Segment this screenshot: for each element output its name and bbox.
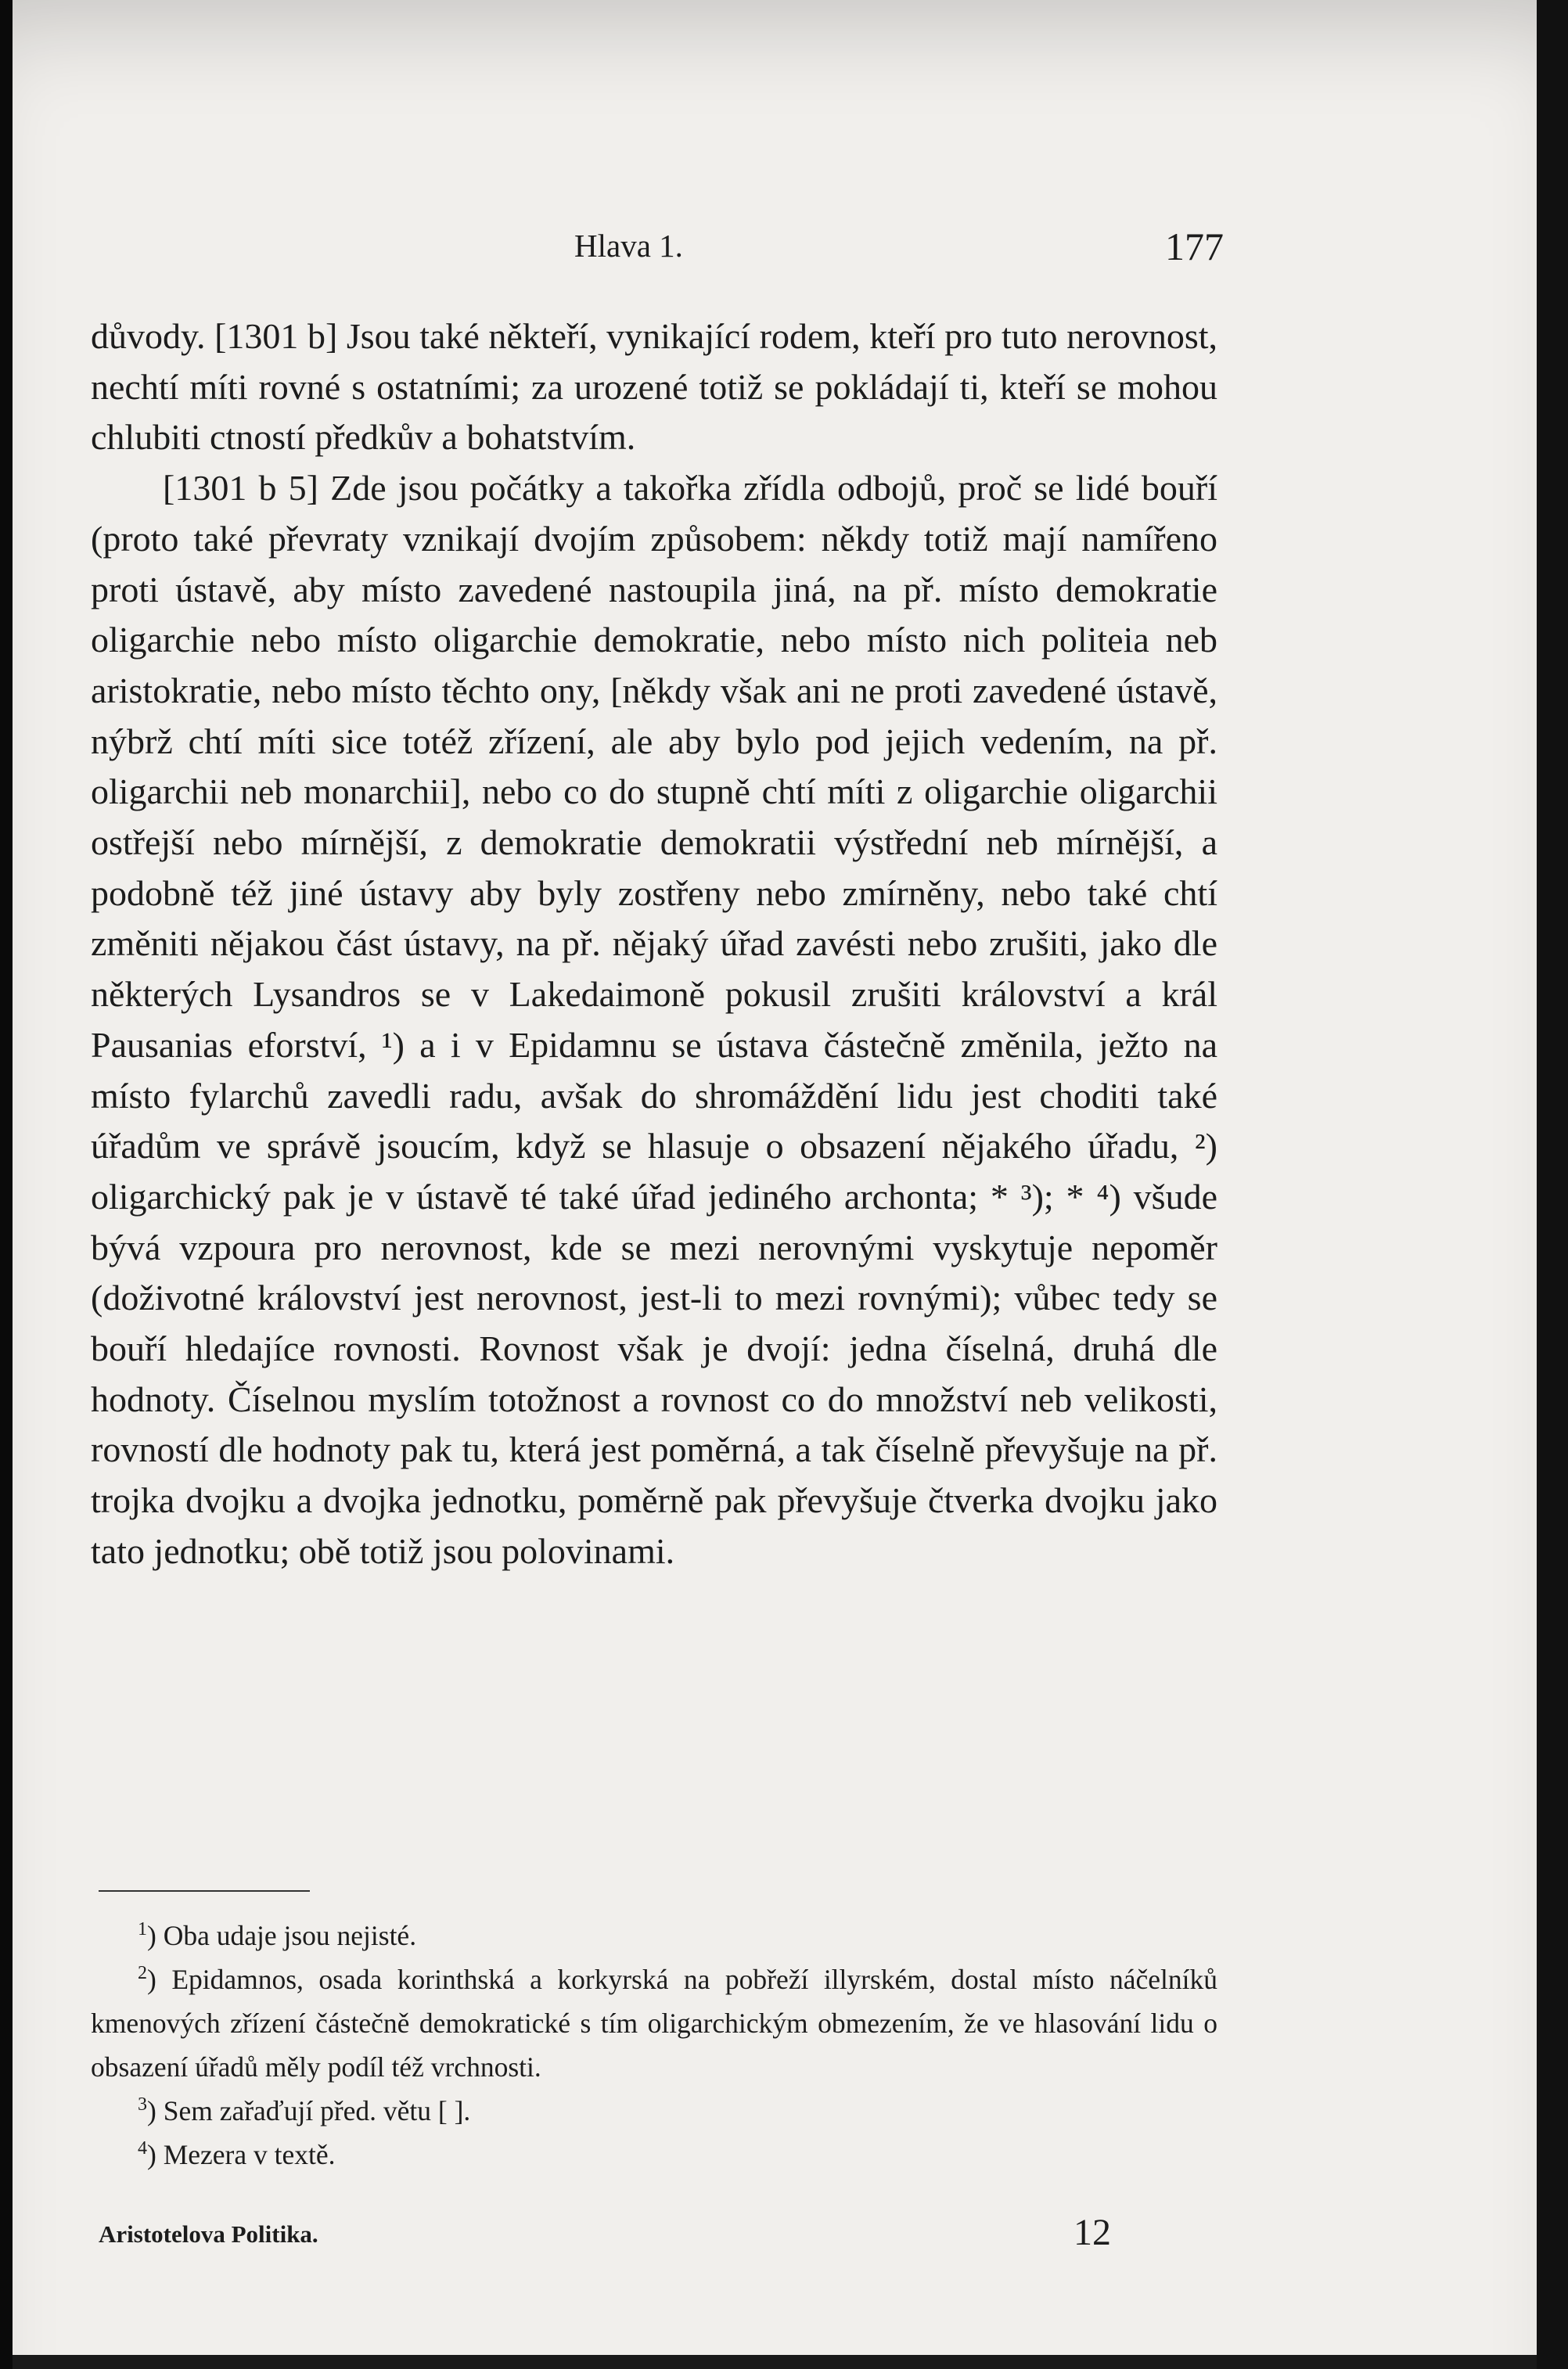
scan-edge-right [1537, 0, 1568, 2369]
paragraph-2: [1301 b 5] Zde jsou počátky a takořka zřídla odbojů, proč se lidé bouří (proto také převraty vznikají dvojím způsobem: někdy totiž mají namířeno proti ústavě, aby místo zavedené nastoupila jiná, na př. místo demokratie oligarchie nebo místo oligarchie demokratie, nebo místo nich politeia neb aristokratie, nebo místo těchto ony, [někdy však ani ne proti zavedené ústavě, nýbrž chtí míti sice totéž zřízení, ale aby bylo pod jejich vedením, na př. oligarchii neb monarchii], nebo co do stupně chtí míti z oligarchie oligarchii ostřejší nebo mírnější, z demokratie demokratii výstřední neb mírnější, a podobně též jiné ústavy aby byly zostřeny nebo zmírněny, nebo také chtí změniti nějakou část ústavy, na př. nějaký úřad zavésti nebo zrušiti, jako dle některých Lysandros se v Lakedaimoně pokusil zrušiti království a král Pausanias eforství, ¹) a i v Epidamnu se ústava částečně změnila, ježto na místo fylarchů zavedli radu, avšak do shromáždění lidu jest choditi také úřadům ve správě jsoucím, když se hlasuje o obsazení nějakého úřadu, ²) oligarchický pak je v ústavě té také úřad jediného archonta; * ³); * ⁴) všude bývá vzpoura pro nerovnost, kde se mezi nerovnými vyskytuje nepoměr (doživotné království jest nerovnost, jest-li to mezi rovnými); vůbec tedy se bouří hledajíce rovnosti. Rovnost však je dvojí: jedna číselná, druhá dle hodnoty. Číselnou myslím totožnost a rovnost co do množství neb velikosti, rovností dle hodnoty pak tu, která jest poměrná, a tak číselně převyšuje na př. trojka dvojku a dvojka jednotku, poměrně pak převyšuje čtverka dvojku jako tato jednotku; obě totiž jsou polovinami. [91, 468, 1217, 1571]
footnote-1: $^1$) Oba udaje jsou nejisté. [138, 1919, 417, 1951]
running-header [574, 219, 1224, 274]
printer-signature: Aristotelova Politika. [99, 2220, 318, 2248]
footnote-2: $^2$) Epidamnos, osada korinthská a korkyrská na pobřeží illyrském, dostal místo náčelníků kmenových zřízení částečně demokratické s tím oligarchickým obmezením, že ve hlasování lidu o obsazení úřadů měly podíl též vrchnosti. [91, 1963, 1217, 2083]
footnote-4: $^4$) Mezera v textě. [138, 2138, 336, 2170]
footnotes [91, 1914, 1217, 2177]
footnote-text: Epidamnos, osada korinthská a korkyrská na pobřeží illyrském, dostal místo náčelníků kmenových zřízení částečně demokratické s tím oligarchickým obmezením, že ve hlasování lidu o obsazení úřadů měly podíl též vrchnosti. [91, 1964, 1217, 2083]
book-page [13, 0, 1537, 2355]
page-number: 177 [1165, 225, 1224, 268]
paragraph-1: důvody. [1301 b] Jsou také někteří, vynikající rodem, kteří pro tuto nerovnost, nechtí míti rovné s ostatními; za urozené totiž se pokládají ti, kteří se mohou chlubiti ctností předkův a bohatstvím. [91, 316, 1217, 458]
footnote-mark: 4 [138, 2138, 147, 2159]
footnote-divider [99, 1890, 310, 1892]
main-text [91, 311, 1217, 1577]
chapter-title: Hlava 1. [574, 228, 683, 264]
footnote-mark: 2 [138, 1963, 147, 1984]
footnote-mark: 1 [138, 1919, 147, 1940]
footnote-text: Mezera v textě. [163, 2139, 336, 2170]
sheet-number: 12 [1074, 2212, 1111, 2253]
footnote-mark: 3 [138, 2094, 147, 2116]
scan-edge-left [0, 0, 13, 2369]
footnote-3: $^3$) Sem zařaďují před. větu [ ]. [138, 2094, 471, 2126]
footnote-text: Sem zařaďují před. větu [ ]. [163, 2095, 471, 2126]
footnote-text: Oba udaje jsou nejisté. [163, 1920, 417, 1951]
